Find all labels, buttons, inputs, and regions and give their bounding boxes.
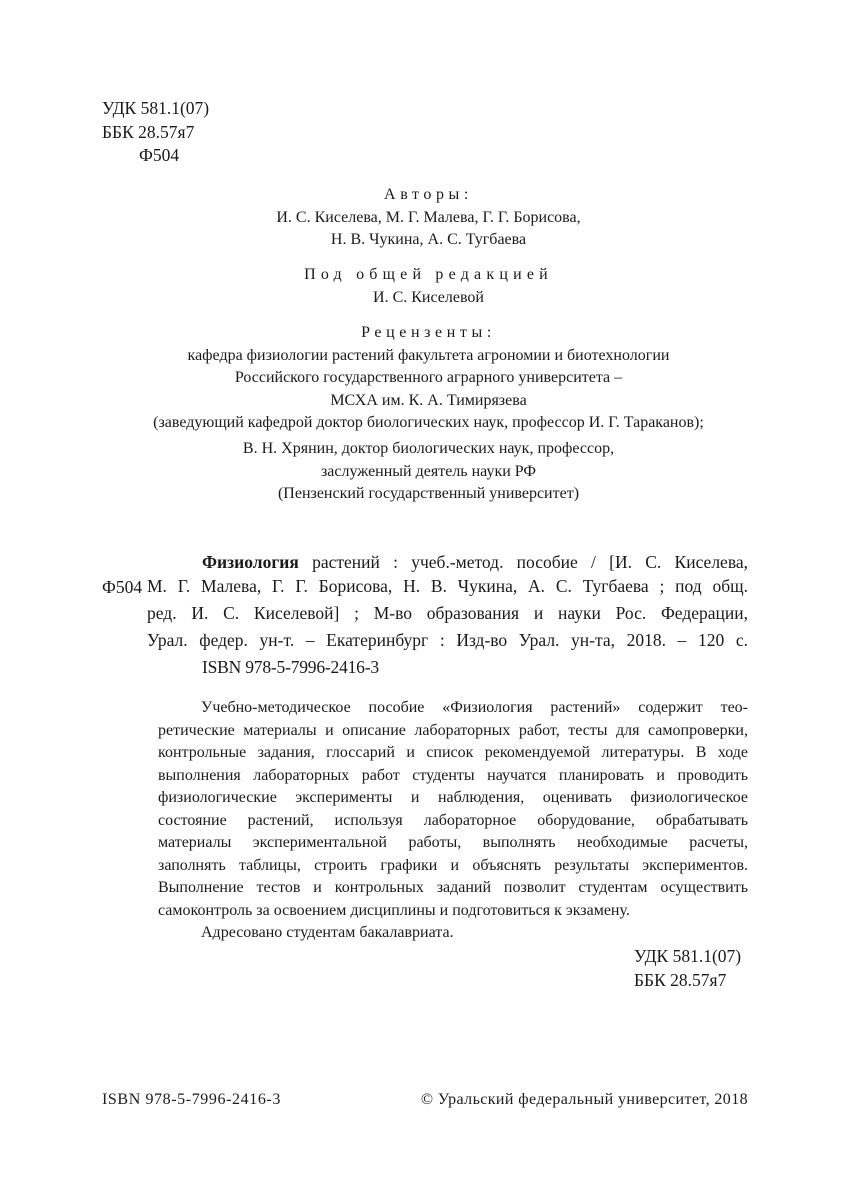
abstract-line: Учебно-методическое пособие «Физиология растений» содержит тео- [201, 699, 748, 716]
bbk-code: ББК 28.57я7 [102, 122, 195, 142]
reviewer-line: Российского государственного аграрного университета – [234, 369, 623, 386]
bib-line-1-rest: растений : учеб.-метод. пособие / [И. С. Киселева, [298, 552, 748, 572]
bib-line-3: ред. И. С. Киселевой] ; М-во образования и науки Рос. Федерации, [147, 603, 748, 623]
reviewers-section [0, 322, 857, 435]
reviewer-line: (Пензенский государственный университет) [277, 485, 580, 502]
footer-udk-code: УДК 581.1(07) [634, 946, 742, 966]
abstract-line: состояние растений, используя лабораторное оборудование, обрабатывать [158, 811, 748, 829]
editor-section [0, 264, 857, 309]
reviewer-line: В. Н. Хрянин, доктор биологических наук, профессор, [242, 440, 615, 457]
authors-heading: Авторы: [384, 186, 473, 203]
reviewers-heading: Рецензенты: [361, 324, 496, 341]
abstract-line: физиологические эксперименты и наблюдения, оценивать физиологическое [158, 789, 748, 806]
udk-code: УДК 581.1(07) [102, 98, 210, 118]
abstract-line: выполнения лабораторных работ студенты научатся планировать и проводить [158, 766, 748, 784]
abstract-line: контрольные задания, глоссарий и список рекомендуемой литературы. В ходе [158, 744, 748, 761]
authors-line: Н. В. Чукина, А. С. Тугбаева [330, 231, 527, 248]
copyright-notice: © Уральский федеральный университет, 2018 [420, 1091, 748, 1108]
abstract-line: самоконтроль за освоением дисциплины и подготовиться к экзамену. [158, 901, 630, 919]
author-mark: Ф504 [139, 145, 180, 165]
abstract [158, 697, 748, 945]
bib-line-2: М. Г. Малева, Г. Г. Борисова, Н. В. Чукина, А. С. Тугбаева ; под общ. [147, 576, 748, 596]
abstract-line: материалы экспериментальной работы, выполнять необходимые расчеты, [158, 834, 748, 851]
reviewer-line: МСХА им. К. А. Тимирязева [330, 391, 527, 409]
abstract-line: ретические материалы и описание лабораторных работ, тесты для самопроверки, [158, 721, 748, 739]
abstract-audience: Адресовано студентам бакалавриата. [201, 924, 454, 941]
bib-isbn: ISBN 978-5-7996-2416-3 [202, 657, 379, 677]
second-reviewer-section [0, 438, 857, 506]
bib-author-mark: Ф504 [102, 577, 143, 597]
bibliographic-record [202, 549, 748, 576]
abstract-line: Выполнение тестов и контрольных заданий позволит студентам осуществить [158, 879, 748, 896]
bib-line-4: Урал. федер. ун-т. – Екатеринбург : Изд-во Урал. ун-та, 2018. – 120 с. [147, 630, 748, 650]
authors-section [0, 184, 857, 252]
authors-line: И. С. Киселева, М. Г. Малева, Г. Г. Борисова, [276, 208, 581, 226]
abstract-line: заполнять таблицы, строить графики и объяснять результаты экспериментов. [158, 856, 748, 874]
reviewer-line: (заведующий кафедрой доктор биологических наук, профессор И. Г. Тараканов); [153, 414, 704, 431]
bib-title-bold: Физиология [202, 552, 299, 572]
reviewer-line: кафедра физиологии растений факультета агрономии и биотехнологии [187, 346, 670, 364]
footer-bbk-code: ББК 28.57я7 [634, 970, 727, 990]
reviewer-line: заслуженный деятель науки РФ [320, 462, 537, 480]
footer-isbn: ISBN 978-5-7996-2416-3 [102, 1091, 281, 1108]
editor-heading: Под общей редакцией [304, 266, 553, 283]
bib-line-1 [202, 549, 748, 576]
editor-name: И. С. Киселевой [373, 288, 484, 306]
